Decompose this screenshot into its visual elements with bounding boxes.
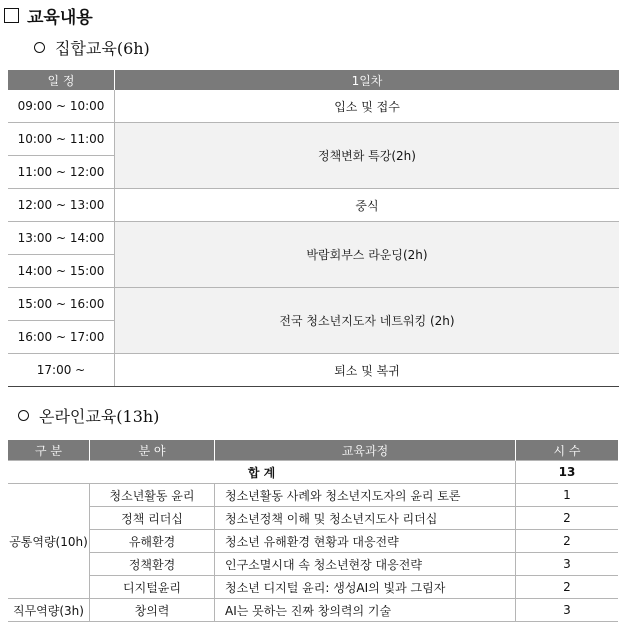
table-row [8, 90, 619, 123]
subsection-online [18, 404, 159, 427]
time-cell: 17:00 ~ [8, 354, 115, 387]
table-row [8, 553, 618, 576]
total-hours: 13 [516, 461, 619, 484]
column-header: 교육과정 [215, 440, 516, 461]
circle-bullet-icon [34, 42, 45, 53]
table-row [8, 484, 618, 507]
field-cell: 창의력 [90, 599, 215, 622]
activity-cell: 박람회부스 라운딩(2h) [115, 222, 620, 288]
hours-cell: 2 [516, 530, 619, 553]
field-cell: 디지털윤리 [90, 576, 215, 599]
activity-cell: 전국 청소년지도자 네트워킹 (2h) [115, 288, 620, 354]
table-row [8, 599, 618, 622]
table-row [8, 288, 619, 321]
table-row [8, 189, 619, 222]
hours-cell: 2 [516, 576, 619, 599]
heading-text: 교육내용 [27, 8, 93, 28]
section-heading [4, 3, 93, 28]
column-header: 분 야 [90, 440, 215, 461]
table-header-row [8, 440, 618, 461]
time-cell: 11:00 ~ 12:00 [8, 156, 115, 189]
subsection-offline [34, 36, 150, 59]
total-label: 합 계 [8, 461, 516, 484]
time-cell: 14:00 ~ 15:00 [8, 255, 115, 288]
course-cell: 청소년 유해환경 현황과 대응전략 [215, 530, 516, 553]
column-header: 구 분 [8, 440, 90, 461]
time-cell: 16:00 ~ 17:00 [8, 321, 115, 354]
time-cell: 10:00 ~ 11:00 [8, 123, 115, 156]
activity-cell: 중식 [115, 189, 620, 222]
circle-bullet-icon [18, 410, 29, 421]
schedule-table [8, 70, 619, 387]
course-cell: 청소년 디지털 윤리: 생성AI의 빛과 그림자 [215, 576, 516, 599]
online-course-table [8, 440, 618, 622]
activity-cell: 정책변화 특강(2h) [115, 123, 620, 189]
hours-cell: 2 [516, 507, 619, 530]
course-cell: 청소년정책 이해 및 청소년지도사 리더십 [215, 507, 516, 530]
subsection-title: 집합교육(6h) [55, 39, 150, 58]
table-row [8, 354, 619, 387]
hours-cell: 1 [516, 484, 619, 507]
total-row [8, 461, 618, 484]
table-row [8, 576, 618, 599]
table-header-row [8, 70, 619, 90]
column-header: 시 수 [516, 440, 619, 461]
course-cell: AI는 못하는 진짜 창의력의 기술 [215, 599, 516, 622]
activity-cell: 퇴소 및 복귀 [115, 354, 620, 387]
hours-cell: 3 [516, 599, 619, 622]
table-row [8, 222, 619, 255]
field-cell: 정책 리더십 [90, 507, 215, 530]
column-header: 일 정 [8, 70, 115, 90]
field-cell: 청소년활동 윤리 [90, 484, 215, 507]
time-cell: 13:00 ~ 14:00 [8, 222, 115, 255]
time-cell: 09:00 ~ 10:00 [8, 90, 115, 123]
time-cell: 15:00 ~ 16:00 [8, 288, 115, 321]
category-cell: 직무역량(3h) [8, 599, 90, 622]
category-cell: 공통역량(10h) [8, 484, 90, 599]
course-cell: 인구소멸시대 속 청소년현장 대응전략 [215, 553, 516, 576]
subsection-title: 온라인교육(13h) [39, 407, 160, 426]
table-row [8, 123, 619, 156]
field-cell: 유해환경 [90, 530, 215, 553]
hours-cell: 3 [516, 553, 619, 576]
table-row [8, 530, 618, 553]
column-header: 1일차 [115, 70, 620, 90]
course-cell: 청소년활동 사례와 청소년지도자의 윤리 토론 [215, 484, 516, 507]
activity-cell: 입소 및 접수 [115, 90, 620, 123]
field-cell: 정책환경 [90, 553, 215, 576]
time-cell: 12:00 ~ 13:00 [8, 189, 115, 222]
checkbox-square-icon [4, 8, 19, 23]
table-row [8, 507, 618, 530]
